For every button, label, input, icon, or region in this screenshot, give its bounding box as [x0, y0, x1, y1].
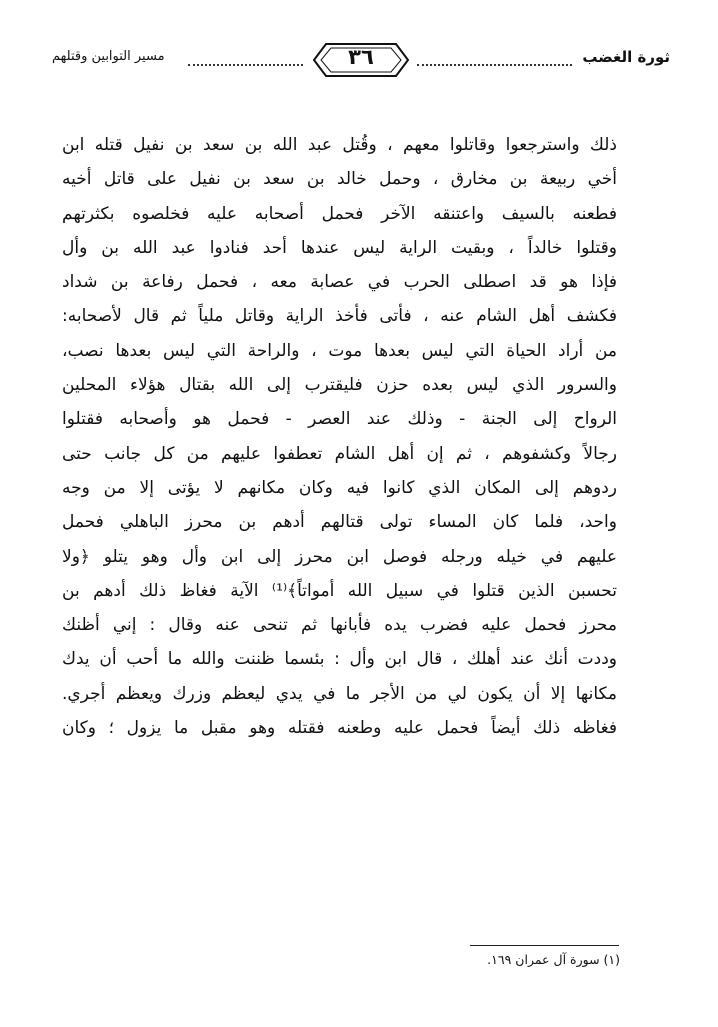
footnote-separator: [470, 945, 619, 946]
text-line: أخي ربيعة بن مخارق ، وحمل خالد بن سعد بن نفيل على قاتل أخيه: [62, 169, 617, 190]
chapter-title: مسير التوابين وقتلهم: [52, 49, 165, 64]
text-line: تحسبن الذين قتلوا في سبيل الله أمواتاً﴾⁽¹⁾ الآية فغاظ ذلك أدهم بن: [62, 580, 617, 601]
page-number: ٣٦: [348, 45, 374, 69]
text-line: والسرور الذي ليس بعده حزن فليقترب إلى الله بقتال هؤلاء المحلين: [62, 375, 617, 396]
running-header: [52, 40, 670, 80]
body-text: [62, 128, 617, 745]
page-number-ornament: [312, 40, 410, 80]
book-title: ثورة الغضب: [582, 48, 670, 66]
text-line: ردوهم إلى المكان الذي كانوا فيه وكان مكانهم لا يؤتى إلا من وجه: [62, 477, 617, 498]
text-line: محرز فحمل عليه فضرب يده فأبانها ثم تنحى عنه وقال : إني أظنك: [62, 615, 617, 636]
text-line: ذلك واسترجعوا وقاتلوا معهم ، وقُتل عبد الله بن سعد بن نفيل قتله ابن: [62, 135, 617, 155]
header-dotted-rule-left: [188, 64, 303, 66]
text-line: وددت أنك عند أهلك ، قال ابن وأل : بئسما ظننت والله ما أحب أن يدك: [62, 649, 617, 670]
text-line: وقتلوا خالداً ، وبقيت الراية ليس عندها أحد فنادوا عبد الله بن وأل: [62, 237, 617, 258]
text-line: فغاظه ذلك أيضاً فحمل عليه وطعنه فقتله وهو مقبل ما يزول ؛ وكان: [62, 718, 617, 739]
text-line: رجالاً وكشفوهم ، ثم إن أهل الشام تعطفوا عليهم من كل جانب حتى: [62, 443, 617, 464]
text-line: الرواح إلى الجنة - وذلك عند العصر - فحمل هو وأصحابه فقتلوا: [62, 409, 617, 430]
text-line: فكشف أهل الشام عنه ، فأتى فأخذ الراية وقاتل ملياً ثم قال لأصحابه:: [62, 306, 617, 327]
text-line: فطعنه بالسيف واعتنقه الآخر فحمل أصحابه عليه فخلصوه بكثرتهم: [62, 203, 617, 224]
text-line: عليهم في خيله ورجله فوصل ابن محرز إلى ابن وأل وهو يتلو ﴿ولا: [62, 546, 617, 567]
text-line: فإذا هو قد اصطلى الحرب في عصابة معه ، فحمل رفاعة بن شداد: [62, 272, 617, 293]
text-line: واحد، فلما كان المساء تولى قتالهم أدهم بن محرز الباهلي فحمل: [62, 512, 617, 533]
footnote: (١) سورة آل عمران ١٦٩.: [487, 952, 620, 967]
header-dotted-rule-right: [417, 64, 572, 66]
text-line: مكانها إلا أن يكون لي من الأجر ما في يدي ليعظم وزرك ويعظم أجري.: [62, 683, 617, 704]
text-line: من أراد الحياة التي ليس بعدها موت ، والراحة التي ليس بعدها نصب،: [62, 340, 617, 361]
